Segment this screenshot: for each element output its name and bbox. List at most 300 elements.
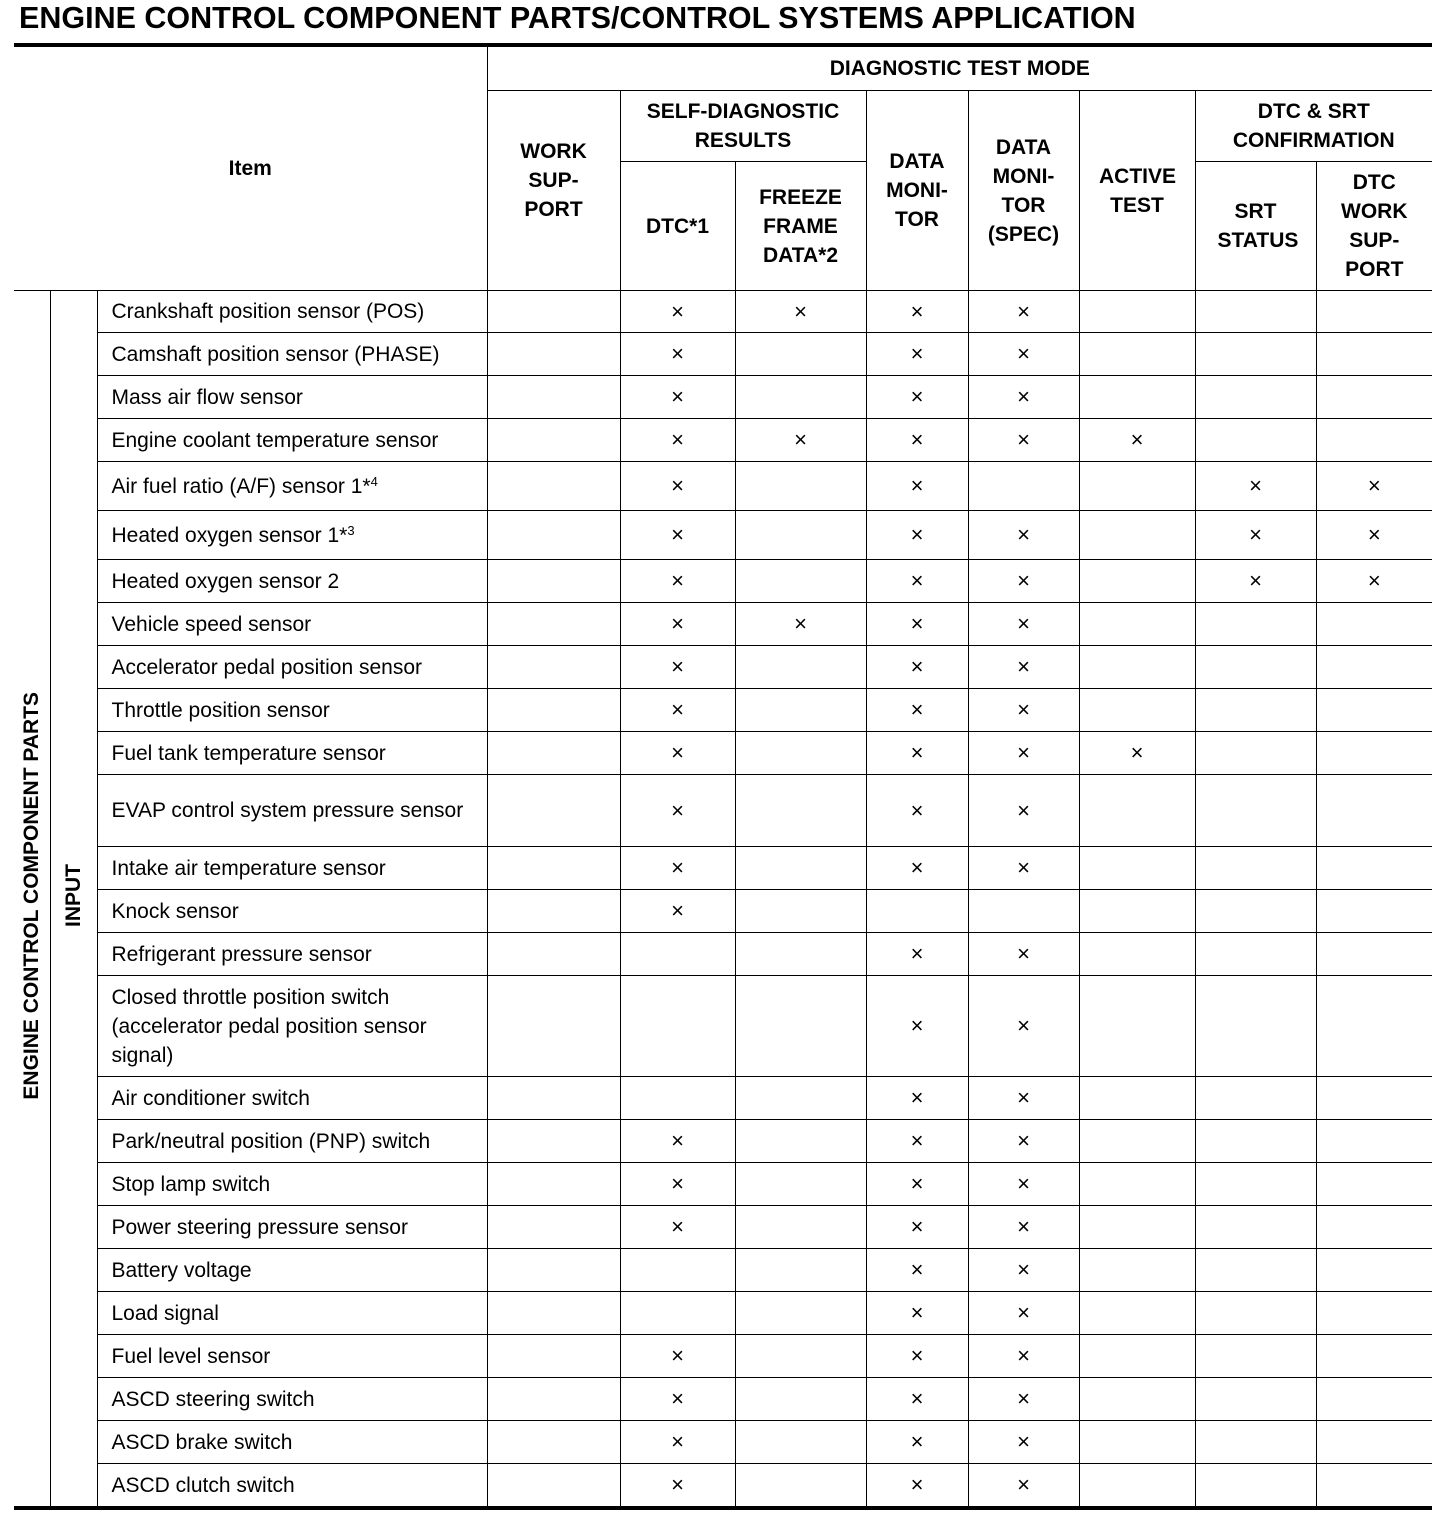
mark-cell [1079, 333, 1195, 376]
applicable-mark: × [910, 1013, 924, 1038]
mark-cell [968, 1292, 1079, 1335]
item-label: Vehicle speed sensor [111, 612, 312, 636]
mark-cell [866, 1120, 968, 1163]
mark-cell [1195, 511, 1316, 560]
applicable-mark: × [1017, 797, 1030, 823]
applicable-mark: × [671, 568, 684, 593]
mark-cell [1316, 775, 1432, 847]
mark-cell [1079, 1163, 1195, 1206]
applicable-mark: × [1017, 1300, 1030, 1325]
item-label: Camshaft position sensor (PHASE) [111, 342, 440, 366]
applicable-mark: × [1017, 1343, 1030, 1368]
self-diagnostic-results-text: SELF-DIAGNOSTIC RESULTS [646, 100, 840, 152]
applicable-mark: × [910, 1386, 924, 1411]
mark-cell [620, 1077, 735, 1120]
applicable-mark: × [671, 1386, 684, 1411]
mark-cell [968, 511, 1079, 560]
item-label: Stop lamp switch [111, 1172, 271, 1196]
applicable-mark: × [1367, 568, 1381, 593]
mark-cell [1079, 291, 1195, 333]
mark-cell [487, 1163, 620, 1206]
mark-cell [1195, 1206, 1316, 1249]
mark-cell [1316, 646, 1432, 689]
table-row [14, 291, 1432, 333]
applicable-mark: × [910, 1300, 924, 1325]
applicable-mark: × [910, 1171, 924, 1196]
mark-cell [735, 1120, 866, 1163]
applicable-mark: × [1017, 1085, 1030, 1110]
applicable-mark: × [671, 611, 684, 636]
applicable-mark: × [1017, 568, 1030, 593]
applicable-mark: × [910, 1214, 924, 1239]
table-row [14, 560, 1432, 603]
mark-cell [1079, 419, 1195, 462]
item-cell [97, 1378, 487, 1421]
applicable-mark: × [910, 1343, 924, 1368]
mark-cell [620, 462, 735, 511]
mark-cell [620, 1464, 735, 1507]
item-cell [97, 976, 487, 1077]
item-label: ASCD steering switch [111, 1387, 315, 1411]
mark-cell [1316, 1120, 1432, 1163]
applicable-mark: × [1017, 654, 1030, 679]
page-title: ENGINE CONTROL COMPONENT PARTS/CONTROL SYSTEMS APPLICATION [19, 1, 1136, 35]
mark-cell [866, 847, 968, 890]
mark-cell [1316, 603, 1432, 646]
mark-cell [866, 462, 968, 511]
mark-cell [620, 689, 735, 732]
applicable-mark: × [671, 797, 684, 823]
applicable-mark: × [910, 568, 924, 593]
applicable-mark: × [671, 654, 684, 679]
item-cell [97, 511, 487, 560]
item-cell [97, 775, 487, 847]
mark-cell [735, 462, 866, 511]
mark-cell [1079, 1206, 1195, 1249]
mark-cell [968, 1206, 1079, 1249]
srt-status-text: SRT STATUS [1217, 200, 1299, 252]
mark-cell [620, 419, 735, 462]
mark-cell [1195, 1163, 1316, 1206]
applicable-mark: × [910, 341, 924, 366]
mark-cell [866, 933, 968, 976]
mark-cell [1316, 890, 1432, 933]
mark-cell [1316, 511, 1432, 560]
mark-cell [866, 1206, 968, 1249]
applicable-mark: × [1017, 697, 1030, 722]
mark-cell [1079, 646, 1195, 689]
mark-cell [866, 732, 968, 775]
mark-cell [487, 1421, 620, 1464]
table-row [14, 603, 1432, 646]
item-cell [97, 560, 487, 603]
applicable-mark: × [1130, 427, 1144, 452]
item-cell [97, 732, 487, 775]
applicable-mark: × [794, 298, 807, 324]
mark-cell [1195, 1335, 1316, 1378]
applicable-mark: × [671, 384, 684, 409]
item-label: Heated oxygen sensor 2 [111, 569, 340, 593]
item-label: Battery voltage [111, 1258, 252, 1282]
mark-cell [1316, 1206, 1432, 1249]
mark-cell [968, 1464, 1079, 1507]
mark-cell [735, 1163, 866, 1206]
mark-cell [866, 1464, 968, 1507]
applicable-mark: × [1017, 740, 1030, 765]
applicable-mark: × [910, 611, 924, 636]
mark-cell [968, 462, 1079, 511]
mark-cell [1195, 933, 1316, 976]
mark-cell [620, 732, 735, 775]
mark-cell [1316, 1163, 1432, 1206]
mark-cell [487, 847, 620, 890]
mark-cell [487, 1378, 620, 1421]
mark-cell [620, 603, 735, 646]
item-label: ASCD brake switch [111, 1430, 293, 1454]
diagnostic-test-mode-header: DIAGNOSTIC TEST MODE [487, 47, 1432, 91]
applicable-mark: × [1017, 298, 1030, 324]
mark-cell [735, 646, 866, 689]
mark-cell [1316, 1077, 1432, 1120]
applicable-mark: × [671, 855, 684, 880]
mark-cell [620, 1206, 735, 1249]
mark-cell [735, 1464, 866, 1507]
mark-cell [1195, 376, 1316, 419]
mark-cell [1195, 1292, 1316, 1335]
mark-cell [968, 689, 1079, 732]
applicable-mark: × [910, 1085, 924, 1110]
applicable-mark: × [1017, 855, 1030, 880]
mark-cell [487, 976, 620, 1077]
applicable-mark: × [1017, 1013, 1030, 1038]
active-test-text: ACTIVE TEST [1099, 164, 1177, 217]
mark-cell [735, 291, 866, 333]
table-row [14, 1206, 1432, 1249]
applicable-mark: × [1017, 522, 1030, 547]
item-cell [97, 1077, 487, 1120]
applicable-mark: × [910, 298, 924, 324]
mark-cell [1079, 689, 1195, 732]
mark-cell [487, 1335, 620, 1378]
mark-cell [735, 689, 866, 732]
mark-cell [968, 646, 1079, 689]
applicable-mark: × [1367, 522, 1381, 547]
applicable-mark: × [910, 1257, 924, 1282]
mark-cell [487, 646, 620, 689]
mark-cell [968, 1421, 1079, 1464]
mark-cell [487, 732, 620, 775]
applicable-mark: × [671, 1429, 684, 1454]
mark-cell [1195, 603, 1316, 646]
mark-cell [487, 603, 620, 646]
table-row [14, 376, 1432, 419]
mark-cell [620, 646, 735, 689]
table-row [14, 689, 1432, 732]
item-label: Fuel tank temperature sensor [111, 741, 386, 765]
mark-cell [735, 976, 866, 1077]
mark-cell [1195, 462, 1316, 511]
mark-cell [968, 732, 1079, 775]
mark-cell [1195, 419, 1316, 462]
mark-cell [735, 1292, 866, 1335]
mark-cell [620, 1120, 735, 1163]
mark-cell [487, 1292, 620, 1335]
mark-cell [1316, 847, 1432, 890]
applicable-mark: × [1367, 473, 1381, 498]
item-cell [97, 933, 487, 976]
mark-cell [1195, 291, 1316, 333]
mark-cell [1079, 1464, 1195, 1507]
applicable-mark: × [1017, 941, 1030, 966]
mark-cell [735, 1335, 866, 1378]
mark-cell [1195, 560, 1316, 603]
applicable-mark: × [1017, 1429, 1030, 1454]
mark-cell [620, 1292, 735, 1335]
mark-cell [866, 689, 968, 732]
mark-cell [1079, 1378, 1195, 1421]
table-row [14, 1464, 1432, 1507]
mark-cell [620, 1163, 735, 1206]
item-cell [97, 1464, 487, 1507]
applicable-mark: × [1017, 1214, 1030, 1239]
table-row [14, 419, 1432, 462]
mark-cell [866, 1249, 968, 1292]
applicable-mark: × [910, 855, 924, 880]
mark-cell [1316, 1421, 1432, 1464]
item-label: Throttle position sensor [111, 698, 330, 722]
mark-cell [735, 775, 866, 847]
applicable-mark: × [910, 1128, 924, 1153]
applicable-mark: × [910, 654, 924, 679]
table-row [14, 333, 1432, 376]
applicable-mark: × [1249, 473, 1262, 498]
mark-cell [620, 511, 735, 560]
group-label-cell [14, 291, 50, 1507]
applicable-mark: × [910, 522, 924, 547]
item-cell [97, 1249, 487, 1292]
mark-cell [487, 689, 620, 732]
table-row [14, 1120, 1432, 1163]
mark-cell [735, 1249, 866, 1292]
mark-cell [866, 419, 968, 462]
table-row [14, 732, 1432, 775]
mark-cell [620, 890, 735, 933]
mark-cell [866, 376, 968, 419]
mark-cell [1079, 1292, 1195, 1335]
srt-status-header [1195, 162, 1316, 291]
mark-cell [968, 933, 1079, 976]
table-row [14, 462, 1432, 511]
item-cell [97, 646, 487, 689]
mark-cell [866, 976, 968, 1077]
item-label: Refrigerant pressure sensor [111, 942, 372, 966]
mark-cell [620, 333, 735, 376]
mark-cell [968, 560, 1079, 603]
mark-cell [620, 775, 735, 847]
mark-cell [735, 847, 866, 890]
mark-cell [735, 419, 866, 462]
mark-cell [968, 291, 1079, 333]
mark-cell [866, 560, 968, 603]
mark-cell [968, 847, 1079, 890]
applicable-mark: × [671, 697, 684, 722]
item-label: Mass air flow sensor [111, 385, 303, 409]
mark-cell [866, 1335, 968, 1378]
mark-cell [620, 933, 735, 976]
applicable-mark: × [671, 1343, 684, 1368]
applicable-mark: × [794, 611, 807, 636]
mark-cell [1316, 560, 1432, 603]
mark-cell [968, 976, 1079, 1077]
mark-cell [735, 376, 866, 419]
item-label: Accelerator pedal position sensor [111, 655, 423, 679]
item-label: Air conditioner switch [111, 1086, 310, 1110]
item-label: Power steering pressure sensor [111, 1215, 408, 1239]
mark-cell [735, 933, 866, 976]
item-cell [97, 1163, 487, 1206]
applicable-mark: × [671, 427, 684, 452]
mark-cell [735, 1421, 866, 1464]
table-row [14, 890, 1432, 933]
mark-cell [735, 511, 866, 560]
mark-cell [866, 1163, 968, 1206]
mark-cell [735, 603, 866, 646]
mark-cell [866, 603, 968, 646]
mark-cell [968, 603, 1079, 646]
applicable-mark: × [671, 341, 684, 366]
mark-cell [1079, 511, 1195, 560]
table-row [14, 933, 1432, 976]
mark-cell [1079, 847, 1195, 890]
mark-cell [968, 1378, 1079, 1421]
mark-cell [735, 333, 866, 376]
mark-cell [735, 1077, 866, 1120]
dtc-work-support-header [1316, 162, 1432, 291]
mark-cell [968, 376, 1079, 419]
mark-cell [968, 1335, 1079, 1378]
mark-cell [1079, 775, 1195, 847]
mark-cell [866, 1292, 968, 1335]
item-label: EVAP control system pressure sensor [111, 799, 464, 822]
mark-cell [1195, 1249, 1316, 1292]
mark-cell [866, 1421, 968, 1464]
mark-cell [866, 291, 968, 333]
applicable-mark: × [910, 740, 924, 765]
table-row [14, 1335, 1432, 1378]
applicable-mark: × [1017, 1472, 1030, 1498]
mark-cell [487, 890, 620, 933]
mark-cell [866, 1077, 968, 1120]
item-cell [97, 1335, 487, 1378]
item-label: Closed throttle position switch (accelerator pedal position sensor signal) [111, 985, 427, 1067]
mark-cell [620, 560, 735, 603]
item-cell [97, 603, 487, 646]
mark-cell [487, 1120, 620, 1163]
mark-cell [1195, 1077, 1316, 1120]
applicable-mark: × [671, 473, 684, 498]
applicable-mark: × [671, 1472, 684, 1498]
applicable-mark: × [671, 1214, 684, 1239]
applicable-mark: × [671, 522, 684, 547]
mark-cell [487, 1077, 620, 1120]
data-monitor-header [866, 91, 968, 291]
applicable-mark: × [1249, 522, 1262, 547]
applicable-mark: × [1017, 427, 1030, 452]
mark-cell [487, 376, 620, 419]
mark-cell [1316, 333, 1432, 376]
work-support-header [487, 91, 620, 291]
mark-cell [1316, 291, 1432, 333]
dtc-srt-confirmation-header [1195, 91, 1432, 162]
mark-cell [968, 1163, 1079, 1206]
mark-cell [620, 1249, 735, 1292]
mark-cell [735, 1378, 866, 1421]
mark-cell [968, 1249, 1079, 1292]
table-row [14, 1421, 1432, 1464]
table-row [14, 511, 1432, 560]
freeze-frame-data-header [735, 162, 866, 291]
mark-cell [1079, 1421, 1195, 1464]
mark-cell [1316, 1292, 1432, 1335]
mark-cell [1079, 976, 1195, 1077]
item-label: Intake air temperature sensor [111, 856, 386, 880]
applicable-mark: × [1017, 341, 1030, 366]
group-label: ENGINE CONTROL COMPONENT PARTS [19, 691, 43, 1100]
mark-cell [1316, 933, 1432, 976]
mark-cell [1079, 560, 1195, 603]
item-label: ASCD clutch switch [111, 1473, 295, 1497]
subgroup-label: INPUT [61, 864, 85, 927]
mark-cell [487, 560, 620, 603]
mark-cell [968, 890, 1079, 933]
applicable-mark: × [794, 427, 807, 452]
data-monitor-spec-header [968, 91, 1079, 291]
mark-cell [487, 333, 620, 376]
mark-cell [1079, 1335, 1195, 1378]
mark-cell [968, 419, 1079, 462]
data-monitor-spec-text: DATA MONI-TOR (SPEC) [987, 135, 1060, 246]
applicable-mark: × [1017, 1386, 1030, 1411]
mark-cell [1195, 890, 1316, 933]
mark-cell [1079, 376, 1195, 419]
item-cell [97, 1421, 487, 1464]
mark-cell [968, 775, 1079, 847]
mark-cell [620, 1335, 735, 1378]
mark-cell [620, 291, 735, 333]
mark-cell [866, 890, 968, 933]
mark-cell [735, 732, 866, 775]
application-table [14, 47, 1432, 1507]
mark-cell [1316, 689, 1432, 732]
item-label: Heated oxygen sensor 1* [111, 523, 348, 547]
mark-cell [735, 890, 866, 933]
mark-cell [1195, 775, 1316, 847]
self-diagnostic-results-header [620, 91, 866, 162]
work-support-text: WORK SUP-PORT [520, 140, 587, 221]
item-label: Park/neutral position (PNP) switch [111, 1129, 431, 1153]
mark-cell [487, 775, 620, 847]
mark-cell [487, 933, 620, 976]
mark-cell [487, 419, 620, 462]
applicable-mark: × [910, 384, 924, 409]
mark-cell [487, 1464, 620, 1507]
mark-cell [620, 976, 735, 1077]
mark-cell [1316, 1464, 1432, 1507]
applicable-mark: × [671, 298, 684, 324]
mark-cell [866, 511, 968, 560]
mark-cell [735, 1206, 866, 1249]
applicable-mark: × [1017, 1171, 1030, 1196]
